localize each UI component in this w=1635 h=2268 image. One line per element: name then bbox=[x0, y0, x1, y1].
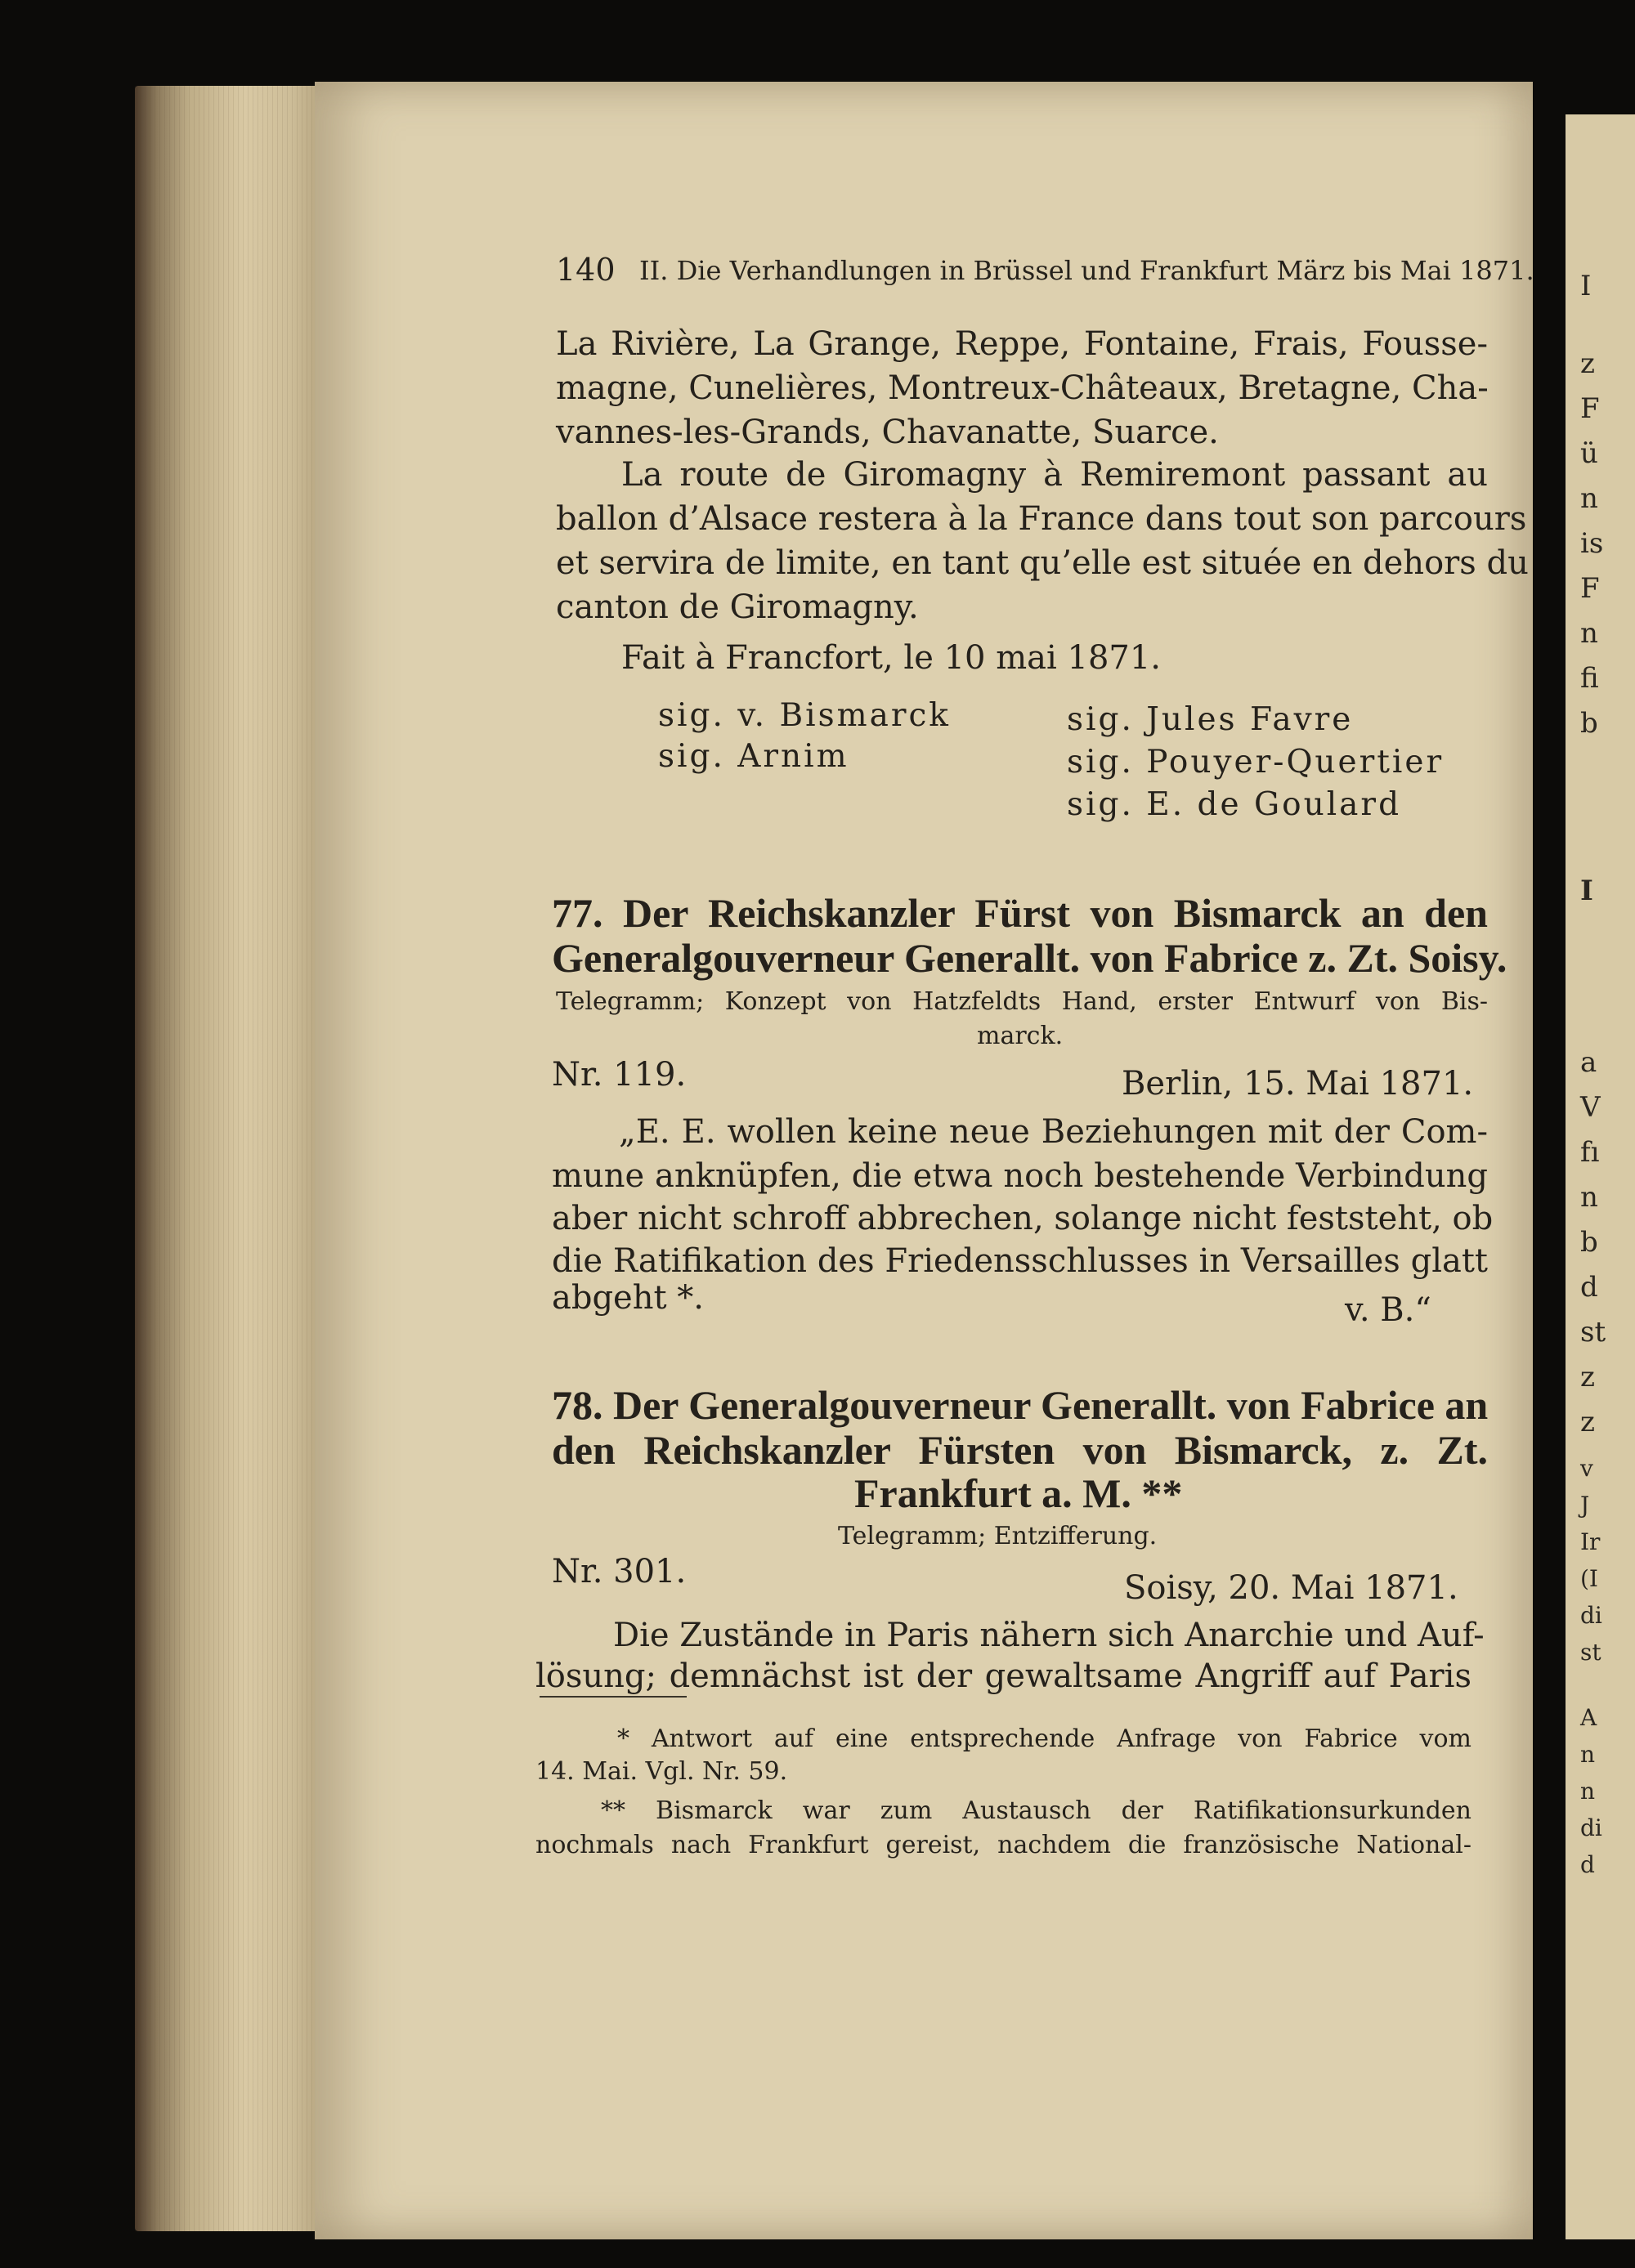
facing-page-fragment: V bbox=[1580, 1091, 1601, 1124]
footnote-line: ** Bismarck war zum Austausch der Ratifikationsurkunden bbox=[601, 1796, 1472, 1825]
signature: sig. Arnim bbox=[658, 738, 849, 775]
signature: sig. v. Bismarck bbox=[658, 697, 951, 734]
document-number: Nr. 119. bbox=[552, 1056, 687, 1094]
footnote-rule bbox=[540, 1696, 687, 1698]
facing-page-fragment: J bbox=[1580, 1492, 1590, 1519]
facing-page-fragment: ü bbox=[1580, 437, 1598, 470]
signature: sig. Jules Favre bbox=[1067, 701, 1354, 738]
facing-page-fragment: I bbox=[1580, 875, 1593, 907]
initials: v. B.“ bbox=[1345, 1291, 1431, 1329]
running-title: II. Die Verhandlungen in Brüssel und Frankfurt März bis Mai 1871. bbox=[639, 255, 1534, 286]
document-heading: Generalgouverneur Generallt. von Fabrice z. Zt. Soisy. bbox=[552, 935, 1507, 981]
facing-page-fragment: z bbox=[1580, 347, 1595, 380]
text-line: La Rivière, La Grange, Reppe, Fontaine, Frais, Fousse- bbox=[556, 325, 1488, 363]
text-line: ballon d’Alsace restera à la France dans tout son parcours bbox=[556, 500, 1527, 538]
facing-page-fragment: d bbox=[1580, 1271, 1598, 1304]
document-heading: 77. Der Reichskanzler Fürst von Bismarck an den bbox=[552, 890, 1488, 936]
facing-page-fragment: v bbox=[1580, 1455, 1593, 1482]
document-number: Nr. 301. bbox=[552, 1553, 687, 1590]
text-line: magne, Cunelières, Montreux-Châteaux, Bretagne, Cha- bbox=[556, 369, 1489, 407]
facing-page-fragment: di bbox=[1580, 1814, 1602, 1841]
facing-page-fragment: a bbox=[1580, 1046, 1597, 1079]
facing-page-fragment: F bbox=[1580, 392, 1600, 425]
facing-page-fragment: is bbox=[1580, 527, 1604, 560]
text-line: abgeht *. bbox=[552, 1279, 704, 1317]
facing-page-fragment: n bbox=[1580, 482, 1598, 515]
facing-page-fragment: b bbox=[1580, 707, 1598, 740]
text-line: et servira de limite, en tant qu’elle est située en dehors du bbox=[556, 544, 1529, 582]
facing-page-fragment: z bbox=[1580, 1406, 1595, 1438]
page-number: 140 bbox=[556, 252, 616, 288]
place-date: Soisy, 20. Mai 1871. bbox=[1124, 1569, 1458, 1607]
facing-page-fragment: d bbox=[1580, 1851, 1595, 1878]
text-line: canton de Giromagny. bbox=[556, 588, 919, 626]
footnote-line: nochmals nach Frankfurt gereist, nachdem die französische National- bbox=[535, 1831, 1472, 1859]
place-date: Berlin, 15. Mai 1871. bbox=[1122, 1065, 1474, 1103]
facing-page-fragment: n bbox=[1580, 1181, 1598, 1214]
facing-page-fragment: n bbox=[1580, 1778, 1596, 1805]
facing-page-fragment: b bbox=[1580, 1226, 1598, 1259]
document-meta: Telegramm; Entzifferung. bbox=[838, 1522, 1158, 1550]
facing-page-fragment: st bbox=[1580, 1316, 1606, 1349]
facing-page-fragment: z bbox=[1580, 1361, 1595, 1393]
document-meta: Telegramm; Konzept von Hatzfeldts Hand, erster Entwurf von Bis- bbox=[556, 987, 1488, 1016]
facing-page-fragment: di bbox=[1580, 1602, 1602, 1629]
text-line: „E. E. wollen keine neue Beziehungen mit der Com- bbox=[619, 1113, 1488, 1151]
text-line: aber nicht schroff abbrechen, solange nicht feststeht, ob bbox=[552, 1200, 1494, 1237]
footnote-line: 14. Mai. Vgl. Nr. 59. bbox=[535, 1757, 788, 1786]
facing-page-fragment: n bbox=[1580, 617, 1598, 650]
facing-page-fragment: F bbox=[1580, 572, 1600, 605]
text-line: vannes-les-Grands, Chavanatte, Suarce. bbox=[556, 414, 1219, 451]
facing-page-fragment: fi bbox=[1580, 662, 1599, 695]
signature: sig. E. de Goulard bbox=[1067, 786, 1402, 823]
facing-page-fragment: (I bbox=[1580, 1565, 1598, 1592]
document-meta: marck. bbox=[977, 1022, 1064, 1050]
book-page-edges bbox=[135, 86, 319, 2231]
facing-page-fragment: st bbox=[1580, 1639, 1601, 1666]
facing-page-fragment: Ir bbox=[1580, 1528, 1601, 1555]
facing-page-fragment: A bbox=[1580, 1704, 1597, 1731]
facing-page-fragment: fı bbox=[1580, 1136, 1600, 1169]
text-line: La route de Giromagny à Remiremont passant au bbox=[621, 456, 1488, 494]
facing-page-fragment: I bbox=[1580, 270, 1592, 302]
text-line: mune anknüpfen, die etwa noch bestehende Verbindung bbox=[552, 1157, 1488, 1195]
document-heading: Frankfurt a. M. ** bbox=[854, 1470, 1183, 1516]
date-line: Fait à Francfort, le 10 mai 1871. bbox=[621, 639, 1162, 677]
facing-page-fragment: n bbox=[1580, 1741, 1596, 1768]
text-line: lösung; demnächst ist der gewaltsame Angriff auf Paris bbox=[535, 1657, 1472, 1695]
text-line: Die Zustände in Paris nähern sich Anarchie und Auf- bbox=[613, 1617, 1485, 1654]
text-line: die Ratifikation des Friedensschlusses in Versailles glatt bbox=[552, 1242, 1488, 1280]
signature: sig. Pouyer-Quertier bbox=[1067, 744, 1445, 781]
document-heading: den Reichskanzler Fürsten von Bismarck, z. Zt. bbox=[552, 1427, 1488, 1473]
facing-page bbox=[1566, 114, 1635, 2239]
document-heading: 78. Der Generalgouverneur Generallt. von Fabrice an bbox=[552, 1382, 1489, 1428]
footnote-line: * Antwort auf eine entsprechende Anfrage von Fabrice vom bbox=[617, 1724, 1472, 1753]
